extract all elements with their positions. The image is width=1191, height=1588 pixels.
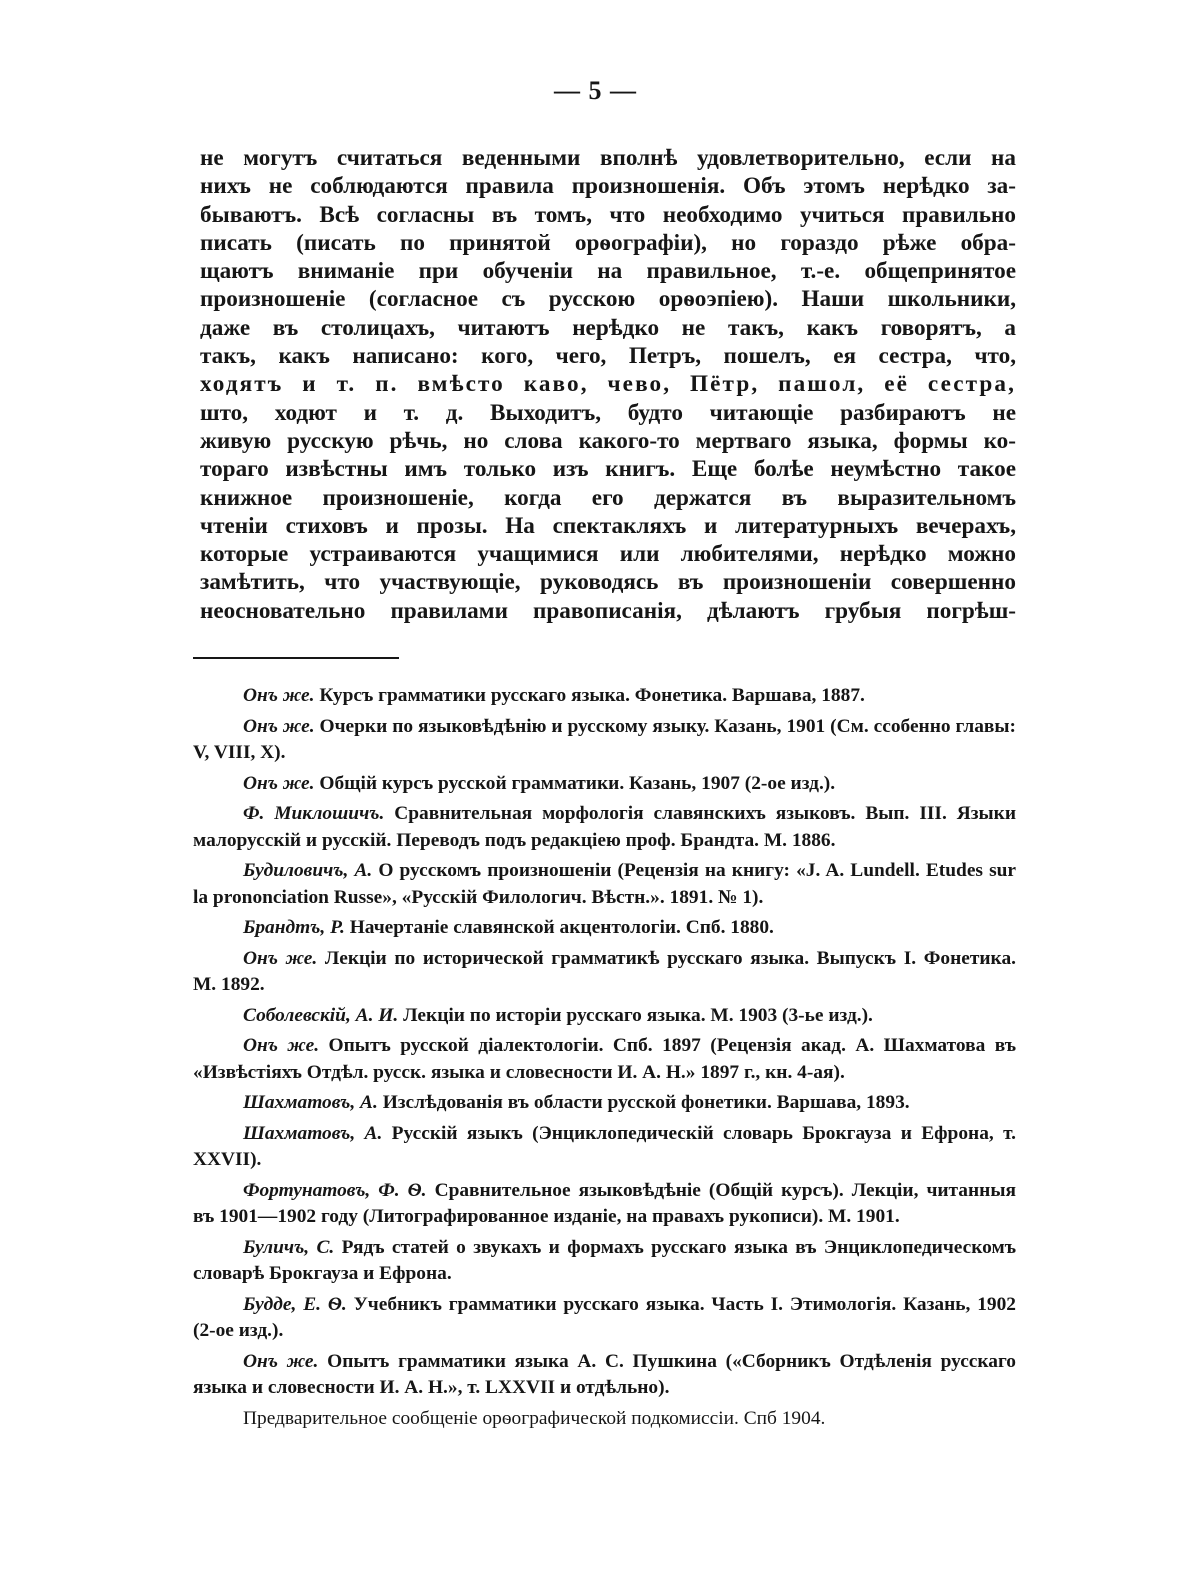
entry-text: О русскомъ произношеніи (Рецензія на книгу: «J. A. Lundell. Etudes sur la prononciation Russe», «Русскій Филологич. Вѣстн.». 1891. № 1). <box>193 860 1017 908</box>
entry-text: Опытъ грамматики языка А. С. Пушкина («Сборникъ Отдѣленія русскаго языка и словесности И. А. Н.», т. LXXVII и отдѣльно). <box>193 1350 1017 1398</box>
entry-text: Рядъ статей о звукахъ и формахъ русскаго языка въ Энциклопедическомъ словарѣ Брокгауза и Ефрона. <box>193 1236 1016 1284</box>
bibliography-entry <box>193 1121 1016 1174</box>
text-line: тораго извѣстны имъ только изъ книгъ. Еще болѣе неумѣстно такое <box>200 456 1016 483</box>
entry-text: Изслѣдованія въ области русской фонетики. Варшава, 1893. <box>382 1092 910 1113</box>
bibliography-entry <box>193 946 1016 999</box>
entry-text: Общій курсъ русской грамматики. Казань, 1907 (2-ое изд.). <box>319 772 836 794</box>
entry-text: Русскій языкъ (Энциклопедическій словарь Брокгауза и Ефрона, т. XXVII). <box>193 1122 1017 1170</box>
entry-author: Онъ же. <box>243 685 315 706</box>
text-line: писать (писать по принятой орѳографіи), но гораздо рѣже обра- <box>200 229 1016 256</box>
text-line: живую русскую рѣчь, но слова какого-то мертваго языка, формы ко- <box>200 427 1016 454</box>
entry-text: Начертаніе славянской акцентологіи. Спб. 1880. <box>349 917 774 938</box>
bibliography-entry <box>193 1033 1016 1086</box>
text-line: произношеніе (согласное съ русскою орѳоэпіею). Наши школьники, <box>200 286 1016 313</box>
bibliography-entry <box>193 858 1016 911</box>
entry-author: Буличъ, С. <box>243 1236 335 1258</box>
bibliography-entry <box>193 1349 1016 1402</box>
entry-author: Онъ же. <box>243 772 315 794</box>
entry-author: Онъ же. <box>243 1035 320 1056</box>
entry-author: Онъ же. <box>243 1350 319 1372</box>
bibliography-entry <box>193 1178 1016 1231</box>
entry-text: Очерки по языковѣдѣнію и русскому языку. Казань, 1901 (См. ссобенно главы: V, VIII, X). <box>193 715 1016 763</box>
text-line: книжное произношеніе, когда его держатся въ выразительномъ <box>200 484 1016 511</box>
entry-author: Шахматовъ, А. <box>243 1122 383 1144</box>
text-line: неосновательно правилами правописанія, дѣлаютъ грубыя погрѣш- <box>200 597 1016 624</box>
bibliography-entry <box>193 1090 1016 1117</box>
bibliography-entry <box>193 714 1016 767</box>
bibliography-entry <box>193 1235 1016 1288</box>
bibliography-list <box>193 683 1016 1436</box>
entry-author: Шахматовъ, А. <box>243 1092 378 1113</box>
bibliography-entry <box>193 683 1016 710</box>
entry-text: Опытъ русской діалектологіи. Спб. 1897 (Рецензія акад. А. Шахматова въ «Извѣстіяхъ Отдѣл. русск. языка и словесности И. А. Н.» 1897 г., кн. 4-ая). <box>193 1035 1017 1083</box>
entry-text: Лекціи по исторіи русскаго языка. М. 1903 (3-ье изд.). <box>403 1004 873 1026</box>
page-number: — 5 — <box>554 76 637 105</box>
entry-text: Учебникъ грамматики русскаго языка. Часть I. Этимологія. Казань, 1902 (2-ое изд.). <box>193 1293 1016 1341</box>
entry-author: Фортунатовъ, Ф. Ѳ. <box>243 1179 427 1201</box>
entry-author: Онъ же. <box>243 715 315 737</box>
bibliography-entry <box>193 1003 1016 1030</box>
text-line: такъ, какъ написано: кого, чего, Петръ, пошелъ, ея сестра, что, <box>200 343 1016 370</box>
entry-text: Лекціи по исторической грамматикѣ русскаго языка. Выпускъ I. Фонетика. М. 1892. <box>193 947 1016 995</box>
bibliography-entry <box>193 915 1016 942</box>
bibliography-entry <box>193 771 1016 798</box>
text-line: замѣтить, что участвующіе, руководясь въ произношеніи совершенно <box>200 569 1016 596</box>
text-line: щаютъ вниманіе при обученіи на правильное, т.-е. общепринятое <box>200 258 1016 285</box>
entry-author: Онъ же. <box>243 947 318 969</box>
text-line: не могутъ считаться веденными вполнѣ удовлетворительно, если на <box>200 145 1016 171</box>
entry-author: Будде, Е. Ѳ. <box>243 1293 347 1315</box>
entry-author: Брандтъ, Р. <box>243 917 345 938</box>
entry-text: Курсъ грамматики русскаго языка. Фонетика. Варшава, 1887. <box>319 685 865 706</box>
text-line: бываютъ. Всѣ согласны въ томъ, что необходимо учиться правильно <box>200 201 1016 228</box>
bibliography-entry <box>193 801 1016 854</box>
entry-text: Сравнительное языковѣдѣніе (Общій курсъ). Лекціи, читанныя въ 1901—1902 году (Литографированное изданіе, на правахъ рукописи). М. 1901. <box>193 1179 1016 1227</box>
main-text-paragraph <box>200 144 1016 625</box>
entry-author: Ф. Миклошичъ. <box>243 803 385 824</box>
text-line: нихъ не соблюдаются правила произношенія. Объ этомъ нерѣдко за- <box>200 173 1016 200</box>
bibliography-entry <box>193 1406 1016 1433</box>
text-line: даже въ столицахъ, читаютъ нерѣдко не такъ, какъ говорятъ, а <box>200 314 1016 341</box>
text-line: ходятъ и т. п. вмѣсто каво, чево, Пётр, пашол, её сестра, <box>200 371 1016 398</box>
bibliography-entry <box>193 1292 1016 1345</box>
entry-author: Будиловичъ, А. <box>243 860 373 881</box>
text-line: которые устраиваются учащимися или любителями, нерѣдко можно <box>200 541 1016 568</box>
text-line: чтеніи стиховъ и прозы. На спектакляхъ и литературныхъ вечерахъ, <box>200 512 1016 539</box>
footnote-divider <box>193 657 399 659</box>
entry-text: Сравнительная морфологія славянскихъ языковъ. Вып. III. Языки малорусскій и русскій. Переводъ подъ редакціею проф. Брандта. М. 1886. <box>193 803 1016 851</box>
text-line: што, ходют и т. д. Выходитъ, будто читающіе разбираютъ не <box>200 399 1016 426</box>
entry-author: Соболевскій, А. И. <box>243 1004 399 1026</box>
entry-text: Предварительное сообщеніе орѳографической подкомиссіи. Спб 1904. <box>243 1407 826 1429</box>
